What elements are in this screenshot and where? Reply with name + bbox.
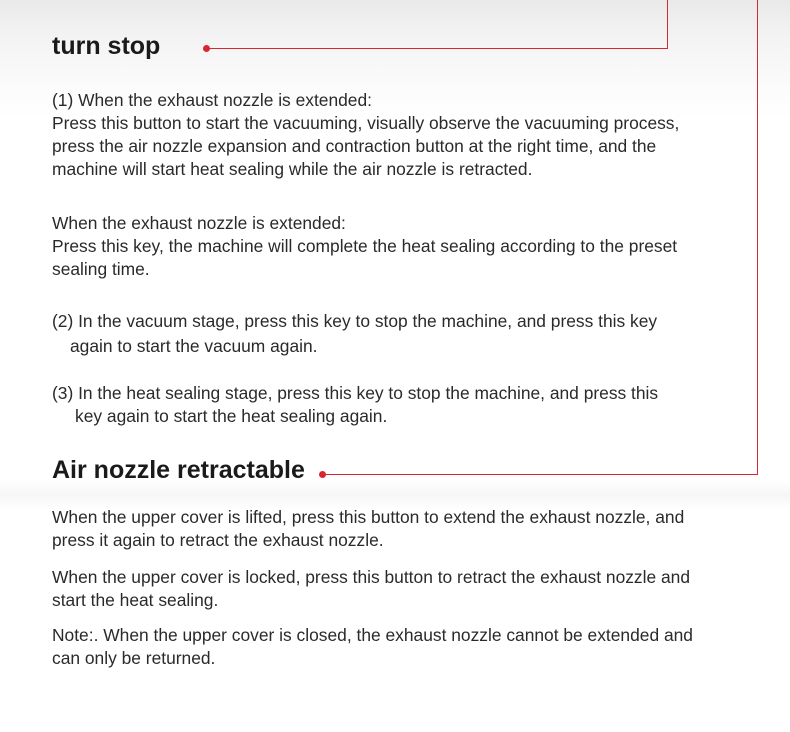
paragraph-line: again to start the vacuum again. — [70, 336, 318, 356]
turn-stop-heading: turn stop — [52, 32, 161, 60]
paragraph-line: (1) When the exhaust nozzle is extended: — [52, 90, 372, 110]
paragraph-line: (2) In the vacuum stage, press this key to stop the machine, and press this key — [52, 311, 658, 331]
air-nozzle-paragraph-2 — [52, 566, 762, 612]
paragraph-line: Press this key, the machine will complete the heat sealing according to the preset — [52, 236, 678, 256]
paragraph-line: start the heat sealing. — [52, 590, 219, 610]
paragraph-line: When the exhaust nozzle is extended: — [52, 213, 346, 233]
turn-stop-paragraph-3 — [52, 309, 762, 359]
air-nozzle-paragraph-1 — [52, 506, 762, 552]
paragraph-line: Press this button to start the vacuuming, visually observe the vacuuming process, — [52, 113, 680, 133]
paragraph-line: (3) In the heat sealing stage, press this key to stop the machine, and press this — [52, 383, 659, 403]
turn-stop-paragraph-4 — [52, 382, 762, 428]
paragraph-line: key again to start the heat sealing again. — [75, 406, 388, 426]
paragraph-line: machine will start heat sealing while the air nozzle is retracted. — [52, 159, 533, 179]
paragraph-line: press it again to retract the exhaust nozzle. — [52, 530, 384, 550]
turn-stop-paragraph-1 — [52, 89, 762, 181]
turn-stop-paragraph-2 — [52, 212, 762, 281]
paragraph-line: sealing time. — [52, 259, 150, 279]
paragraph-line: When the upper cover is locked, press this button to retract the exhaust nozzle and — [52, 567, 691, 587]
air-nozzle-connector-horizontal — [323, 474, 758, 475]
paragraph-line: When the upper cover is lifted, press this button to extend the exhaust nozzle, and — [52, 507, 685, 527]
air-nozzle-paragraph-3 — [52, 624, 762, 670]
turn-stop-connector-horizontal — [207, 48, 668, 49]
paragraph-line: press the air nozzle expansion and contraction button at the right time, and the — [52, 136, 657, 156]
paragraph-line: Note:. When the upper cover is closed, the exhaust nozzle cannot be extended and — [52, 625, 693, 645]
air-nozzle-heading: Air nozzle retractable — [52, 456, 305, 484]
paragraph-line: can only be returned. — [52, 648, 216, 668]
turn-stop-connector-vertical — [667, 0, 668, 49]
